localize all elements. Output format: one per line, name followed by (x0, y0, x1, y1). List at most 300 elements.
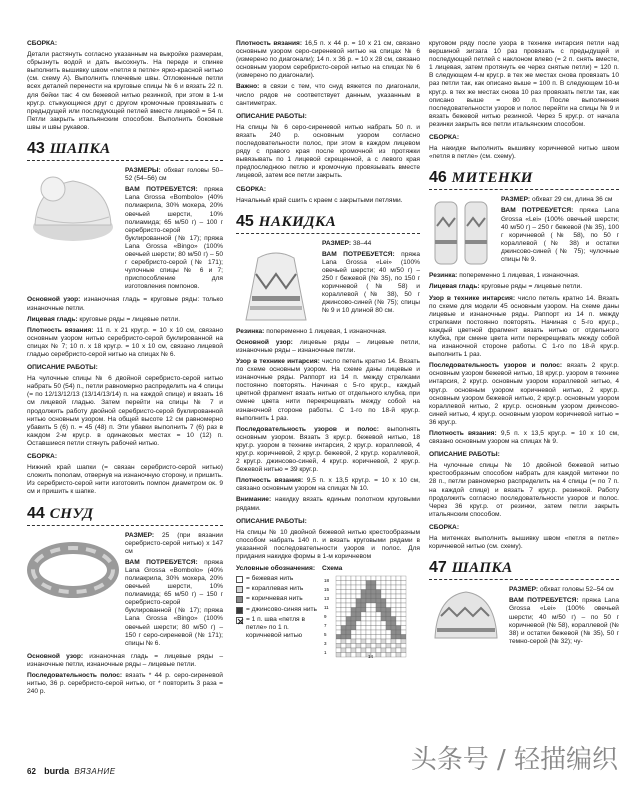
chart-cell (366, 603, 371, 608)
hat-photo (27, 167, 119, 245)
materials-label: ВАМ ПОТРЕБУЕТСЯ: (501, 207, 574, 215)
chart-cell (376, 576, 381, 581)
assembly-text: На накидке выполнить вышивку коричневой нитью швом «петля в петле» (см. схему). (429, 145, 619, 161)
chart-cell (351, 639, 356, 644)
sequence-value: вязать 2 круг.р. основным узором бежевой нитью, 18 круг.р. узором в технике интарсия, 2 круг.р. основным узором кораллевой нитью, 4 круг.р. основным узором коричневой нитью, 2 круг.р. основным узором бежевой нитью, 2 круг.р. основным узором кораллевой нитью, 2 круг.р. основным узором джинсово-синей нитью, 4 круг.р. основным узором коричневой нитью = 36 круг.р. (429, 362, 620, 426)
legend-label: = 1 п. шва «петля в петле» по 1 п. коричневой нитью (246, 615, 305, 639)
chart-cell (361, 603, 366, 608)
chart-cell (381, 648, 386, 653)
assembly-heading: СБОРКА: (236, 185, 267, 193)
schema-title: Схема (322, 565, 343, 573)
chart-cell (366, 644, 371, 649)
chart-cell (401, 635, 406, 640)
chart-cell (396, 594, 401, 599)
chart-cell (356, 644, 361, 649)
chart-cell (356, 626, 361, 631)
chart-cell (361, 581, 366, 586)
chart-cell (396, 599, 401, 604)
work-text: На чулочные спицы № 10 двойной бежевой нитью крестообразным способом набрать для каждой митенки по 28 п., петли равномерно распределить на 4 спицы (= по 7 п. на каждой спице) и вязать 7 круг.р. резинкой. Работу продолжить согласно последовательности узоров и полос. Через 36 круг.р. от резинки, затем петли закрыть итальянским способом. (429, 462, 619, 518)
chart-cell (341, 626, 346, 631)
section-45-intro (236, 240, 420, 326)
chart-cell (401, 581, 406, 586)
section-number: 43 (27, 140, 45, 158)
chart-cell (351, 594, 356, 599)
gauge-value: 9,5 п. х 13,5 круг.р. = 10 х 10 см, связано основным узором на спицах № 9. (429, 430, 620, 446)
rib-label: Резинка: (429, 272, 458, 280)
chart-cell (361, 639, 366, 644)
gauge-value: 16,5 п. х 44 р. = 10 х 21 см, связано основным узором серо-сиреневой нитью на спицах № 6 (измерено по диагонали); 14 п. х 36 р. = 10 х 28 см, связано основным узором серебристо-серой нитью на спицах № 6 (измерено по диагонали). (236, 40, 421, 80)
chart-cell (351, 617, 356, 622)
materials-label: ВАМ ПОТРЕБУЕТСЯ: (509, 597, 579, 605)
chart-cell (366, 594, 371, 599)
work-text: На спицы № 6 серо-сиреневой нитью набрать 50 п. и вязать 240 р. основным узором согласно последовательности полос, при этом в каждом лицевом ряду с правого края после кромочной из протяжки вывязывать по 1 лицевой скрещенной, а с левого края предпоследнюю петлю и кромочную провязывать вместе лицевой, затем все петли закрыть. (236, 123, 420, 180)
chart-cell (371, 590, 376, 595)
chart-cell (341, 648, 346, 653)
chart-cell (386, 630, 391, 635)
chart-cell (366, 639, 371, 644)
chart-cell (401, 576, 406, 581)
chart-cell (386, 585, 391, 590)
chart-cell (336, 576, 341, 581)
chart-cell (381, 635, 386, 640)
section-44-intro (27, 532, 223, 651)
chart-cell (371, 608, 376, 613)
chart-cell (341, 594, 346, 599)
chart-cell (361, 644, 366, 649)
sequence-label: Последовательность узоров и полос: (429, 362, 563, 370)
chart-cell (371, 617, 376, 622)
section-number: 47 (429, 559, 447, 577)
chart-cell (371, 621, 376, 626)
chart-cell (381, 626, 386, 631)
sizes-value: обхват 29 см, длина 36 см (530, 196, 613, 204)
chart-cell (381, 594, 386, 599)
chart-cell (381, 581, 386, 586)
sizes-value: обхват головы 50–52 (54–56) см (125, 167, 223, 183)
page-number: 62 (27, 767, 36, 776)
chart-cell (341, 653, 346, 658)
legend-title: Условные обозначения: (236, 565, 316, 573)
chart-cell (371, 599, 376, 604)
chart-cell (371, 603, 376, 608)
chart-cell (391, 576, 396, 581)
section-title: МИТЕНКИ (451, 170, 533, 187)
chart-cell (346, 603, 351, 608)
rib-value: попеременно 1 лицевая, 1 изнаночная. (457, 272, 580, 280)
sequence-value: выполнять основным узором. Вязать 3 круг.р. бежевой нитью, 18 круг.р. узором в технике интарсия, 2 круг.р. кораллевой, 4 круг.р. коричневой, 2 круг.р. бежевой, 2 круг.р. кораллевой, 2 круг.р. джинсово-синей, 4 круг.р. коричневой, 2 круг.р. бежевой нитью = 39 круг.р. (236, 425, 420, 474)
chart-cell (376, 612, 381, 617)
chart-cell (356, 594, 361, 599)
hat-photo (429, 586, 503, 642)
chart-cell (376, 603, 381, 608)
chart-cell (396, 590, 401, 595)
chart-cell (366, 626, 371, 631)
sizes-label: РАЗМЕР: (322, 239, 352, 247)
intarsia-label: Узор в технике интарсия: (429, 294, 516, 302)
chart-cell (391, 608, 396, 613)
chart-cell (386, 626, 391, 631)
chart-cell (376, 639, 381, 644)
chart-cell (366, 621, 371, 626)
chart-cell (391, 599, 396, 604)
chart-cell (391, 617, 396, 622)
chart-cell (381, 639, 386, 644)
row-label: 13 (324, 596, 330, 602)
chart-cell (356, 581, 361, 586)
legend-label: = коричневая нить (246, 595, 303, 603)
chart-cell (346, 648, 351, 653)
chart-cell (371, 630, 376, 635)
legend-swatch (236, 576, 243, 583)
chart-cell (366, 585, 371, 590)
chart-cell (386, 617, 391, 622)
chart-cell (401, 626, 406, 631)
chart-cell (376, 648, 381, 653)
chart-cell (371, 581, 376, 586)
chart-cell (366, 576, 371, 581)
row-label: 11 (324, 605, 329, 611)
chart-cell (346, 585, 351, 590)
chart-cell (336, 585, 341, 590)
chart-cell (366, 630, 371, 635)
chart-cell (336, 603, 341, 608)
column-middle (236, 40, 420, 661)
chart-cell (346, 630, 351, 635)
important-label: Важно: (236, 83, 260, 91)
chart-cell (356, 635, 361, 640)
intarsia-label: Узор в технике интарсия: (236, 357, 320, 365)
section-47-specs (509, 586, 619, 649)
chart-cell (346, 581, 351, 586)
section-title: НАКИДКА (258, 213, 337, 230)
chart-cell (371, 635, 376, 640)
chart-cell (366, 581, 371, 586)
assembly-heading: СБОРКА: (429, 134, 460, 142)
chart-cell (401, 612, 406, 617)
chart-cell (351, 635, 356, 640)
chart-cell (341, 617, 346, 622)
chart-cell (351, 630, 356, 635)
chart-cell (356, 576, 361, 581)
chart-cell (376, 585, 381, 590)
chart-cell (381, 576, 386, 581)
chart-cell (386, 603, 391, 608)
row-label: 3 (324, 641, 327, 647)
chart-cell (391, 585, 396, 590)
chart-cell (371, 585, 376, 590)
chart-cell (386, 635, 391, 640)
sizes-value: 25 (при вязании серебристо-серой нитью) х 147 см (125, 531, 223, 555)
assembly-heading: СБОРКА: (27, 40, 58, 47)
chart-cell (386, 644, 391, 649)
chart-cell (396, 635, 401, 640)
chart-cell (391, 630, 396, 635)
chart-cell (396, 581, 401, 586)
chart-cell (371, 648, 376, 653)
chart-cell (381, 585, 386, 590)
chart-cell (396, 576, 401, 581)
chart-cell (346, 626, 351, 631)
assembly-text: Нижний край шапки (= связан серебристо-серой нитью) сложить пополам, отвернув на изнаночную сторону, и пришить. Из серебристо-серой нити изготовить помпон диаметром ок. 9 см и пришить к шапке. (27, 464, 223, 496)
section-number: 45 (236, 212, 254, 230)
chart-cell (376, 635, 381, 640)
materials-value: пряжа Lana Grossa «Lei» (100% овечьей шерсти; 40 м/50 г) – 250 г бежевой (№ 35), 100 г коричневой (№ 58), по 50 г кораллевой (№ 38) и остатки джинсово-синей (№ 75); чулочные спицы № 9. (501, 207, 619, 263)
section-43-heading (27, 140, 223, 161)
chart-cell (401, 639, 406, 644)
legend-item (236, 585, 318, 593)
chart-cell (366, 648, 371, 653)
chart-cell (361, 612, 366, 617)
chart-cell (371, 576, 376, 581)
legend-swatch (236, 596, 243, 603)
chart-cell (336, 626, 341, 631)
stockinette-value: круговые ряды = лицевые петли. (479, 283, 583, 291)
chart-cell (371, 626, 376, 631)
chart-cell (336, 621, 341, 626)
chart-cell (391, 581, 396, 586)
work-heading: ОПИСАНИЕ РАБОТЫ: (236, 517, 307, 525)
legend (236, 565, 318, 661)
chart-cell (386, 612, 391, 617)
chart-cell (346, 590, 351, 595)
chart-cell (381, 653, 386, 658)
chart-cell (361, 590, 366, 595)
work-text: На чулочные спицы № 6 двойной серебристо-серой нитью набрать 50 (54) п., петли равномерно распределить на 4 спицы (= по 12/13/12/13 (13/14/13/14) п. на каждой спице) и вязать 16 см лицевой гладью. Затем перейти на спицы № 7 и продолжить работу двойной серебристо-серой буклированной нитью основным узором. На общей высоте 12 см равномерно убавить 5 (6) п. = 45 (48) п. Эти убавки выполнить 7 (6) раз в каждом 2-м круг.р. в одинаковых местах = 10 (12) п. Оставшиеся петли стянуть рабочей нитью. (27, 375, 223, 447)
chart-cell (361, 608, 366, 613)
section-44-specs (125, 532, 223, 651)
chart-cell (376, 626, 381, 631)
chart-cell (346, 608, 351, 613)
chart-cell (376, 630, 381, 635)
chart-cell (396, 612, 401, 617)
chart-cell (371, 612, 376, 617)
rib-label: Резинка: (236, 327, 265, 335)
chart-cell (381, 612, 386, 617)
chart-cell (381, 603, 386, 608)
chart-cell (391, 635, 396, 640)
chart-cell (386, 576, 391, 581)
chart-cell (336, 608, 341, 613)
chart-cell (391, 639, 396, 644)
chart-cell (376, 653, 381, 658)
chart-cell (341, 635, 346, 640)
chart-cell (391, 612, 396, 617)
chart-cell (361, 653, 366, 658)
intarsia-value: число петель кратно 14. Вязать по схеме для модели 45 основным узором. На схеме даны лицевые и изнаночные ряды. Раппорт из 14 п. между стрелками постоянно повторять. Начиная с 5-го круг.р., каждый цветной фрагмент вязать нитью от отдельного клубка, при смене цвета нити перекрещивать между собой на изнаночной стороне работы. С 1-го по 18-й круг.р. выполнить 1 раз. (429, 294, 619, 359)
materials-label: ВАМ ПОТРЕБУЕТСЯ: (322, 250, 395, 258)
chart-cell (356, 648, 361, 653)
chart-cell (351, 621, 356, 626)
chart-cell (346, 621, 351, 626)
chart-cell (341, 581, 346, 586)
section-44-heading (27, 505, 223, 526)
chart-cell (386, 648, 391, 653)
poncho-photo (236, 240, 316, 326)
chart-cell (356, 612, 361, 617)
materials-value: пряжа Lana Grossa «Bombolo» (40% полиакрила, 30% мохера, 20% овечьей шерсти, 10% полиамида; 65 м/50 г) – 100 г серебристо-серой буклированной (№ 17); пряжа Lana Grossa «Bingo» (100% овечьей шерсти; 80 м/50 г) – 50 г серебристо-серой (№ 171); чулочные спицы № 6 и 7; приспособление для изготовления помпонов. (125, 186, 223, 291)
chart-cell (386, 608, 391, 613)
section-45-specs (322, 240, 420, 326)
gauge-value: 11 п. х 21 круг.р. = 10 х 10 см, связано основным узором нитью серебристо-серой буклированной на спицах № 7; 10 п. х 18 круг.р. = 10 х 10 см, связано лицевой гладью серебристо-серой нитью на спицах № 6. (27, 326, 223, 358)
section-45-heading (236, 213, 420, 234)
attention-label: Внимание: (236, 496, 272, 504)
pattern-label: Основной узор: (27, 296, 81, 304)
chart-cell (401, 608, 406, 613)
section-46-specs (501, 196, 619, 270)
schema-block (236, 565, 420, 661)
materials-label: ВАМ ПОТРЕБУЕТСЯ: (125, 186, 198, 194)
chart-cell (376, 621, 381, 626)
rib-value: попеременно 1 лицевая, 1 изнаночная. (264, 327, 387, 335)
chart-cell (401, 585, 406, 590)
assembly-heading: СБОРКА: (429, 523, 460, 531)
chart-cell (401, 621, 406, 626)
chart-cell (341, 603, 346, 608)
chart-cell (381, 590, 386, 595)
pattern-value: лицевые ряды – лицевые петли, изнаночные ряды – изнаночные петли. (236, 338, 420, 354)
chart-cell (381, 599, 386, 604)
chart-cell (386, 599, 391, 604)
chart-cell (396, 608, 401, 613)
chart-cell (346, 612, 351, 617)
chart-cell (391, 648, 396, 653)
continued-text: круговом ряду после узора в технике интарсия петли над вершиной зигзага 10 раз провязать с предыдущей и последующей петлей с наклоном влево (= 2 п. снять вместе, 1 лицевая, затем протянуть ее через снятые петли) = 120 п. В следующем 4-м круг.р. в тех же местах снова провязать 10 раз петли так, как описано выше = 100 п. В следующем 10-м круг.р. в тех же местах снова 10 раз провязать петли так, как описано выше = 80 п. После выполнения последовательности узоров и полос перейти на спицы № 9 и вязать бежевой нитью резинкой. Через 5 круг.р. от начала резинки закрыть все петли итальянским способом. (429, 40, 619, 128)
sizes-value: 38–44 (351, 239, 372, 247)
section-47-intro (429, 586, 619, 649)
chart-cell (346, 644, 351, 649)
chart-cell (341, 630, 346, 635)
gauge-label: Плотность вязания: (236, 477, 304, 485)
chart-cell (386, 639, 391, 644)
mittens-photo (429, 196, 495, 270)
pattern-label: Основной узор: (27, 652, 84, 660)
chart-cell (351, 653, 356, 658)
brand-logo: burda (44, 766, 70, 776)
chart-cell (356, 603, 361, 608)
chart-cell (351, 590, 356, 595)
column-count-label: 14 (368, 654, 374, 659)
chart-cell (341, 639, 346, 644)
chart-cell (396, 639, 401, 644)
brand-subtitle: ВЯЗАНИЕ (74, 767, 116, 776)
section-number: 46 (429, 169, 447, 187)
chart-cell (386, 621, 391, 626)
chart-cell (401, 630, 406, 635)
intarsia-value: число петель кратно 14. Вязать по схеме основным узором. На схеме даны лицевые и изнаночные ряды. Раппорт из 14 п. между стрелками постоянно повторять. Начиная с 5-го круг.р., каждый цветной фрагмент вязать нитью от отдельного клубка, при смене цвета нити перекрещивать между собой на изнаночной стороне работы. С 1-го по 18-й круг.р. выполнить 1 раз. (236, 357, 420, 422)
chart-cell (396, 585, 401, 590)
chart-cell (366, 608, 371, 613)
chart-cell (391, 644, 396, 649)
row-label: 1 (324, 650, 327, 656)
chart-cell (396, 603, 401, 608)
chart-cell (361, 630, 366, 635)
chart-cell (361, 594, 366, 599)
chart-cell (401, 590, 406, 595)
chart-cell (346, 594, 351, 599)
chart-cell (336, 630, 341, 635)
pattern-value: изнаночная гладь = круговые ряды: только изнаночные петли. (27, 296, 224, 312)
section-43-intro (27, 167, 223, 294)
legend-label: = кораллевая нить (246, 585, 304, 593)
chart-cell (391, 626, 396, 631)
chart-cell (381, 621, 386, 626)
chart-cell (351, 599, 356, 604)
chart-cell (336, 653, 341, 658)
chart-cell (356, 653, 361, 658)
chart-cell (361, 576, 366, 581)
chart-cell (391, 590, 396, 595)
row-label: 18 (324, 578, 330, 584)
chart-cell (381, 608, 386, 613)
work-heading: ОПИСАНИЕ РАБОТЫ: (429, 451, 500, 459)
chart-cell (391, 603, 396, 608)
chart-cell (366, 635, 371, 640)
column-right (429, 40, 619, 651)
chart-cell (336, 590, 341, 595)
assembly-text: Начальный край сшить с краем с закрытыми петлями. (236, 196, 403, 204)
section-title: СНУД (49, 505, 94, 522)
chart-cell (366, 599, 371, 604)
sizes-label: РАЗМЕРЫ: (125, 167, 161, 175)
row-label: 9 (324, 614, 327, 620)
chart-cell (376, 590, 381, 595)
sizes-label: РАЗМЕР: (509, 586, 539, 594)
chart-cell (346, 653, 351, 658)
chart-cell (366, 617, 371, 622)
chart-cell (336, 594, 341, 599)
assembly-heading: СБОРКА: (27, 453, 58, 461)
chart-cell (341, 608, 346, 613)
chart-cell (371, 644, 376, 649)
pattern-label: Основной узор: (236, 338, 293, 346)
section-title: ШАПКА (49, 141, 111, 158)
chart-cell (396, 648, 401, 653)
chart-cell (396, 630, 401, 635)
chart-cell (396, 653, 401, 658)
materials-value: пряжа Lana Grossa «Lei» (100% овечьей шерсти; 40 м/50 г) – по 50 г коричневой (№ 58), кораллевой (№ 38) и остатки бежевой (№ 35), 50 г темно-серой (№ 32); чу- (509, 597, 619, 645)
legend-label: = бежевая нить (246, 575, 294, 583)
chart-cell (396, 644, 401, 649)
gauge-label: Плотность вязания: (27, 326, 94, 334)
important-value: в связи с тем, что снуд вяжется по диагонали, число рядов не соответствует данным, указанным в сантиметрах. (236, 83, 420, 107)
chart-cell (336, 639, 341, 644)
chart-cell (386, 594, 391, 599)
assembly-text: На митенках выполнить вышивку швом «петля в петле» коричневой нитью (см. схему). (429, 535, 619, 551)
chart-cell (351, 581, 356, 586)
chart-cell (376, 594, 381, 599)
assembly-text: Детали растянуть согласно указанным на выкройке размерам, сбрызнуть водой и дать высохнуть. На переде и спинке выполнить вышивку швом «петля в петле» ярко-красной нитью (см. схему А). Выполнить плечевые швы. Отложенные петли всех деталей перенести на круговые спицы № 6 и вязать 22 п. для бейки так: 4 см бежевой нитью резинкой, при этом в 1-м круг.р. стыкующиеся друг с другом кромочные провязывать с предыдущей или последующей петлей вместе лицевой = 54 п. Петли закрыть итальянским способом. Выполнить боковые швы и швы рукавов. (27, 51, 223, 131)
legend-swatch (236, 586, 243, 593)
sequence-value: вязать * 44 р. серо-сиреневой нитью, 36 р. серебристо-серой нитью, от * повторить 3 раза = 240 р. (27, 672, 223, 696)
chart-cell (396, 626, 401, 631)
chart-cell (351, 585, 356, 590)
chart-cell (381, 630, 386, 635)
row-label: 15 (324, 587, 330, 593)
chart-cell (346, 576, 351, 581)
sequence-label: Последовательность полос: (27, 672, 123, 679)
chart-cell (401, 603, 406, 608)
chart-cell (351, 576, 356, 581)
chart-cell (346, 635, 351, 640)
chart-cell (341, 621, 346, 626)
chart-cell (351, 626, 356, 631)
chart-cell (336, 581, 341, 586)
section-title: ШАПКА (451, 560, 513, 577)
row-label: 5 (324, 632, 327, 638)
attention-value: накидку вязать единым полотном круговыми рядами. (236, 496, 420, 512)
chart-cell (396, 617, 401, 622)
chart-cell (366, 612, 371, 617)
